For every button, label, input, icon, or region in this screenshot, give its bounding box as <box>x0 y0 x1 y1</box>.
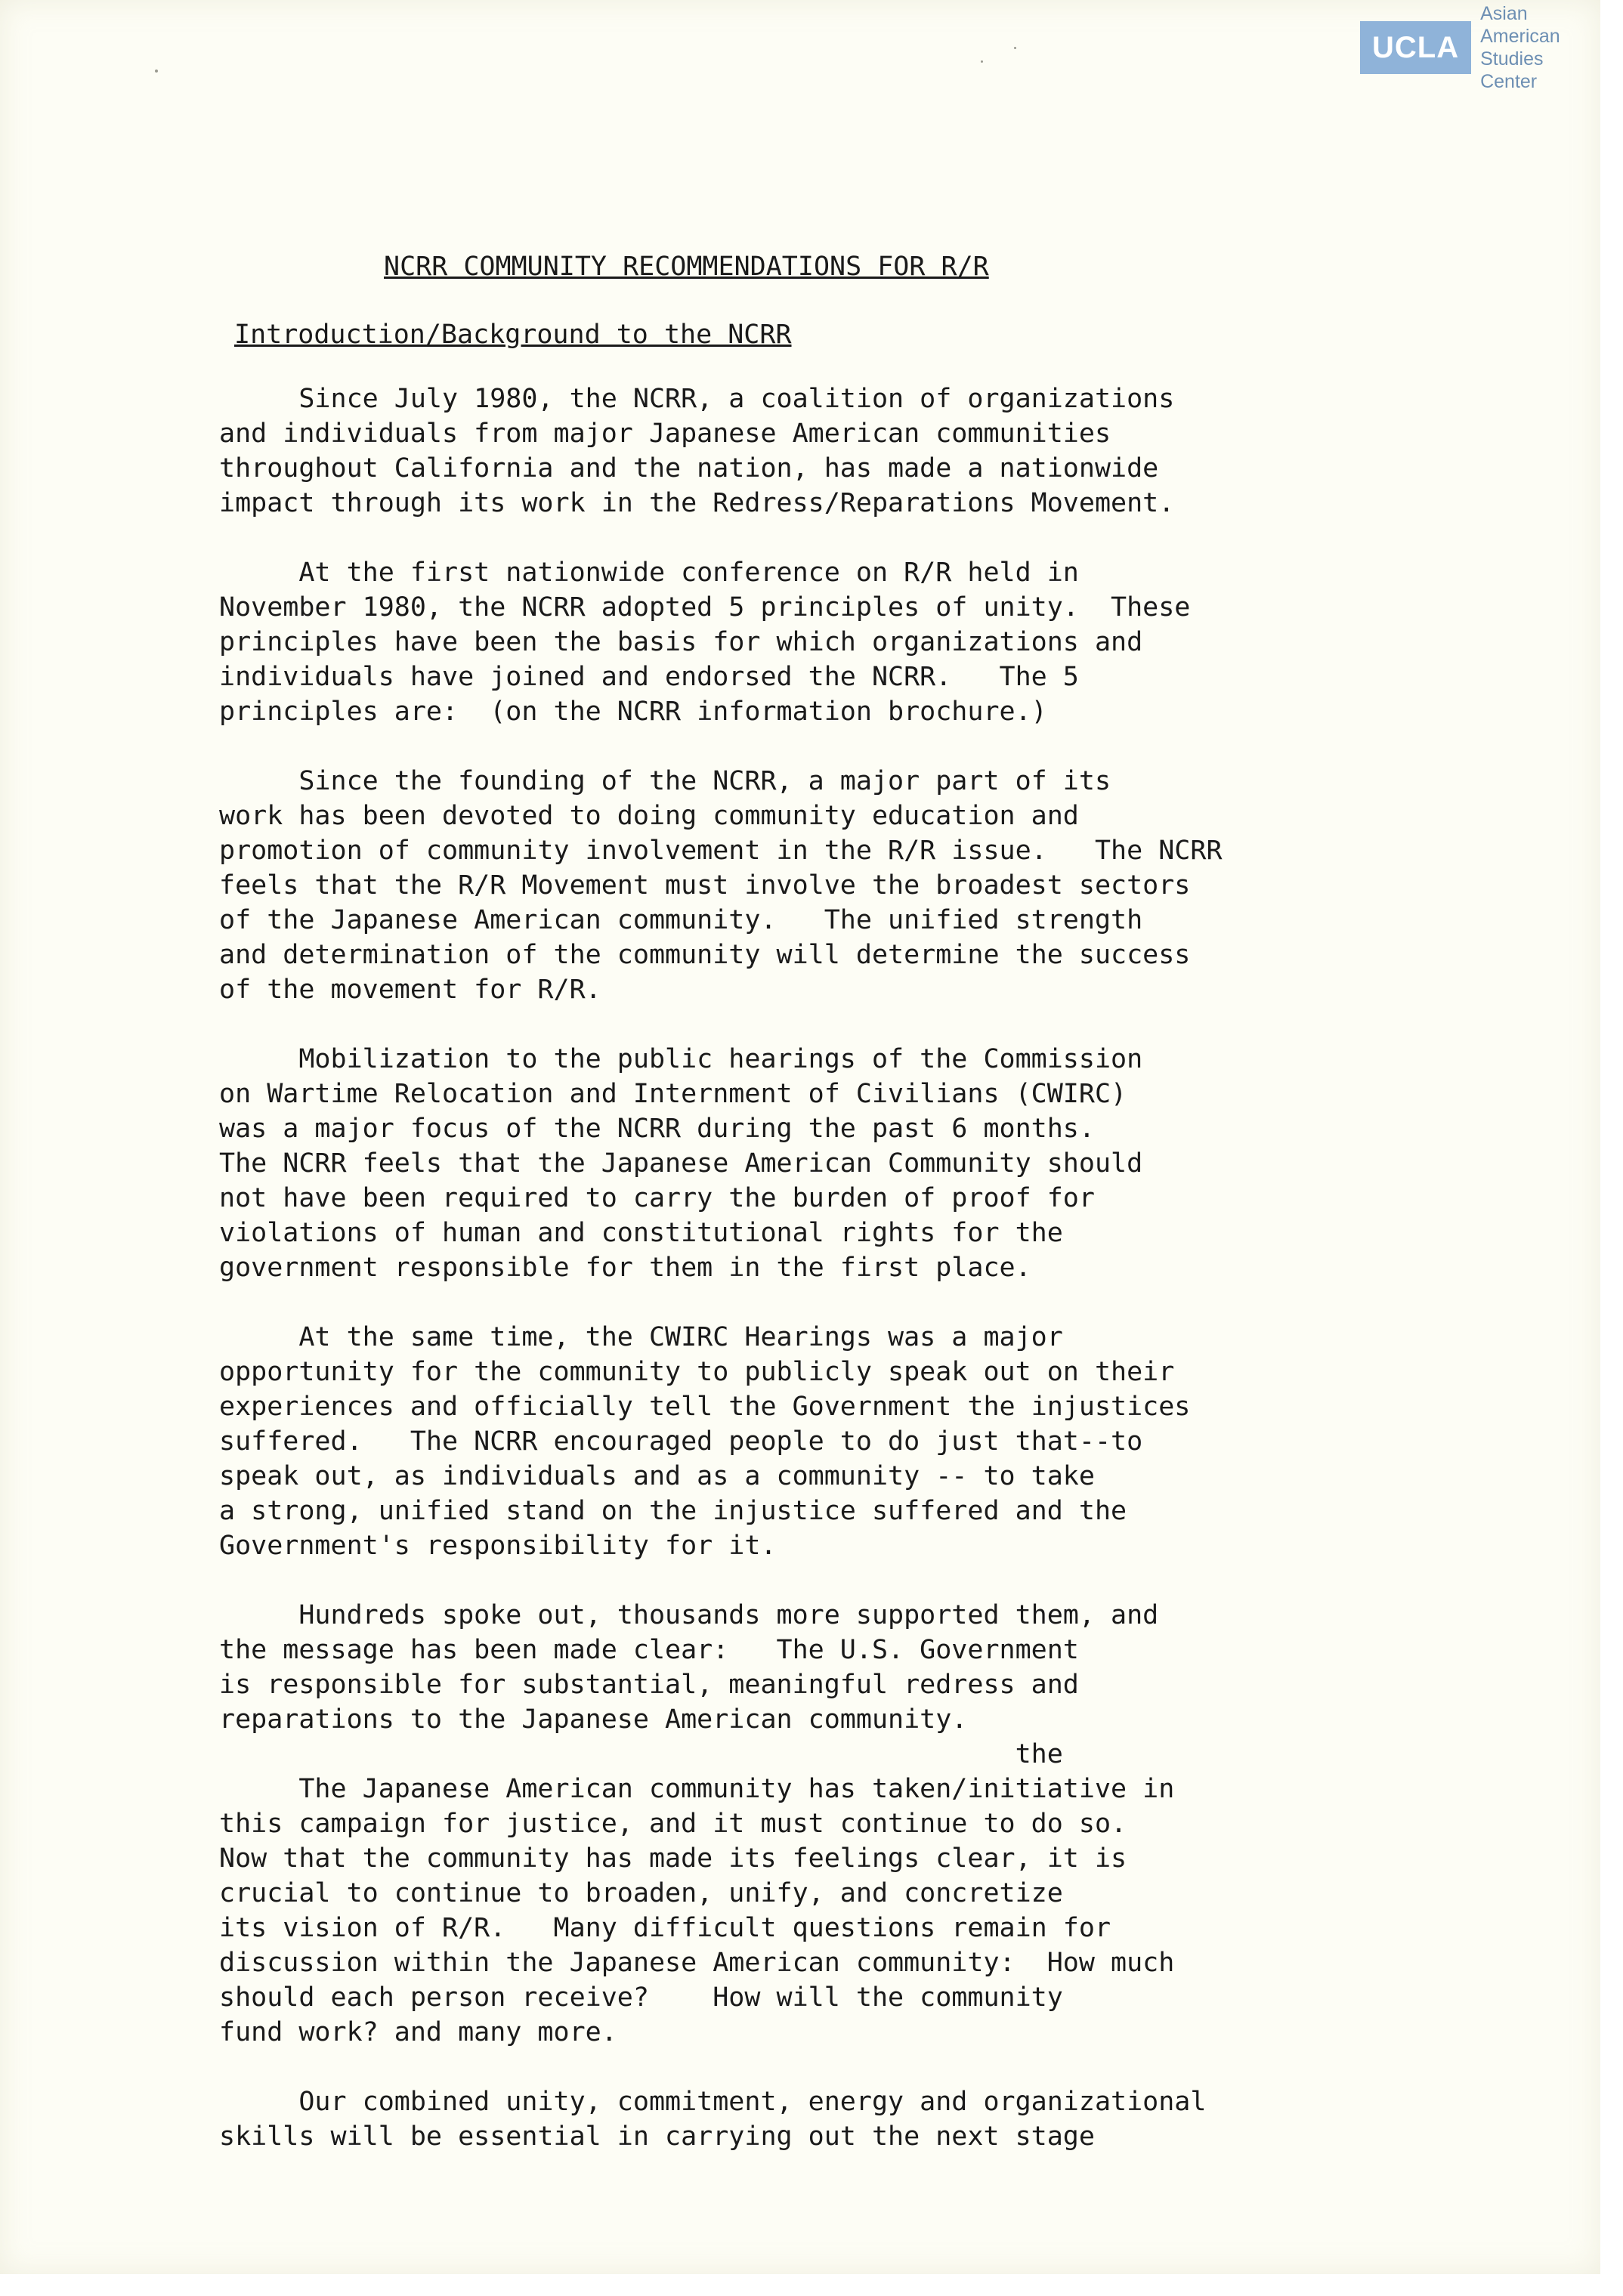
section-heading: Introduction/Background to the NCRR <box>234 320 792 350</box>
paragraph <box>219 2084 1428 2154</box>
text-line: violations of human and constitutional rights for the <box>219 1218 1063 1248</box>
document-title: NCRR COMMUNITY RECOMMENDATIONS FOR R/R <box>384 252 989 282</box>
text-line: skills will be essential in carrying out the next stage <box>219 2121 1095 2152</box>
text-line: principles are: (on the NCRR information brochure.) <box>219 697 1047 727</box>
scan-speck <box>155 70 158 73</box>
text-line: experiences and officially tell the Government the injustices <box>219 1392 1191 1422</box>
text-line: suffered. The NCRR encouraged people to do just that--to <box>219 1426 1143 1457</box>
text-line: Government's responsibility for it. <box>219 1531 777 1561</box>
text-line: and determination of the community will determine the success <box>219 940 1191 970</box>
text-line: work has been devoted to doing community education and <box>219 801 1079 831</box>
paragraph <box>219 1042 1428 1285</box>
text-line: of the Japanese American community. The unified strength <box>219 905 1143 935</box>
text-line: on Wartime Relocation and Internment of Civilians (CWIRC) <box>219 1079 1127 1109</box>
text-line: Our combined unity, commitment, energy and organizational <box>219 2087 1207 2117</box>
text-line: At the first nationwide conference on R/R held in <box>219 558 1079 588</box>
text-line: Since the founding of the NCRR, a major part of its <box>219 766 1111 796</box>
text-line: throughout California and the nation, has made a nationwide <box>219 453 1159 484</box>
logo-line-1: Asian American <box>1480 3 1560 47</box>
text-line: not have been required to carry the burden of proof for <box>219 1183 1095 1213</box>
text-line: government responsible for them in the first place. <box>219 1253 1031 1283</box>
text-line: was a major focus of the NCRR during the past 6 months. <box>219 1114 1095 1144</box>
paragraph <box>219 555 1428 729</box>
text-line: speak out, as individuals and as a community -- to take <box>219 1461 1095 1491</box>
logo-line-2: Studies Center <box>1480 48 1544 92</box>
text-line: Hundreds spoke out, thousands more supported them, and <box>219 1600 1159 1630</box>
text-line: and individuals from major Japanese American communities <box>219 419 1111 449</box>
document-body <box>219 382 1428 2189</box>
text-line: promotion of community involvement in the R/R issue. The NCRR <box>219 836 1223 866</box>
ucla-asian-american-studies-center-logo <box>1360 3 1600 92</box>
scan-speck <box>981 60 983 63</box>
paragraph <box>219 382 1428 521</box>
text-line: Since July 1980, the NCRR, a coalition of organizations <box>219 384 1175 414</box>
paragraph <box>219 1772 1428 2050</box>
paragraph <box>219 764 1428 1007</box>
text-line: November 1980, the NCRR adopted 5 principles of unity. These <box>219 592 1191 623</box>
scan-speck <box>1014 47 1016 49</box>
text-line: reparations to the Japanese American community. <box>219 1704 968 1735</box>
text-line: of the movement for R/R. <box>219 975 601 1005</box>
text-line: discussion within the Japanese American community: How much <box>219 1948 1175 1978</box>
text-line: The Japanese American community has taken/initiative in <box>219 1774 1175 1804</box>
text-line: impact through its work in the Redress/Reparations Movement. <box>219 488 1175 518</box>
text-line: its vision of R/R. Many difficult questions remain for <box>219 1913 1111 1943</box>
text-line: fund work? and many more. <box>219 2017 617 2047</box>
text-line: this campaign for justice, and it must continue to do so. <box>219 1809 1127 1839</box>
text-line: principles have been the basis for which organizations and <box>219 627 1143 657</box>
logo-mark: UCLA <box>1360 21 1471 74</box>
paragraph <box>219 1320 1428 1563</box>
text-line: is responsible for substantial, meaningful redress and <box>219 1670 1079 1700</box>
handwritten-insertion: the <box>219 1739 1063 1769</box>
text-line: the message has been made clear: The U.S. Government <box>219 1635 1079 1665</box>
text-line: opportunity for the community to publicly speak out on their <box>219 1357 1175 1387</box>
text-line: individuals have joined and endorsed the NCRR. The 5 <box>219 662 1079 692</box>
text-line: At the same time, the CWIRC Hearings was a major <box>219 1322 1063 1352</box>
text-line: feels that the R/R Movement must involve the broadest sectors <box>219 870 1191 901</box>
paragraph <box>219 1598 1428 1772</box>
text-line: Now that the community has made its feelings clear, it is <box>219 1843 1127 1874</box>
text-line: The NCRR feels that the Japanese American Community should <box>219 1148 1143 1179</box>
logo-label <box>1480 2 1600 93</box>
text-line: a strong, unified stand on the injustice suffered and the <box>219 1496 1127 1526</box>
text-line: should each person receive? How will the community <box>219 1982 1063 2013</box>
text-line: Mobilization to the public hearings of the Commission <box>219 1044 1143 1074</box>
text-line: crucial to continue to broaden, unify, and concretize <box>219 1878 1063 1908</box>
